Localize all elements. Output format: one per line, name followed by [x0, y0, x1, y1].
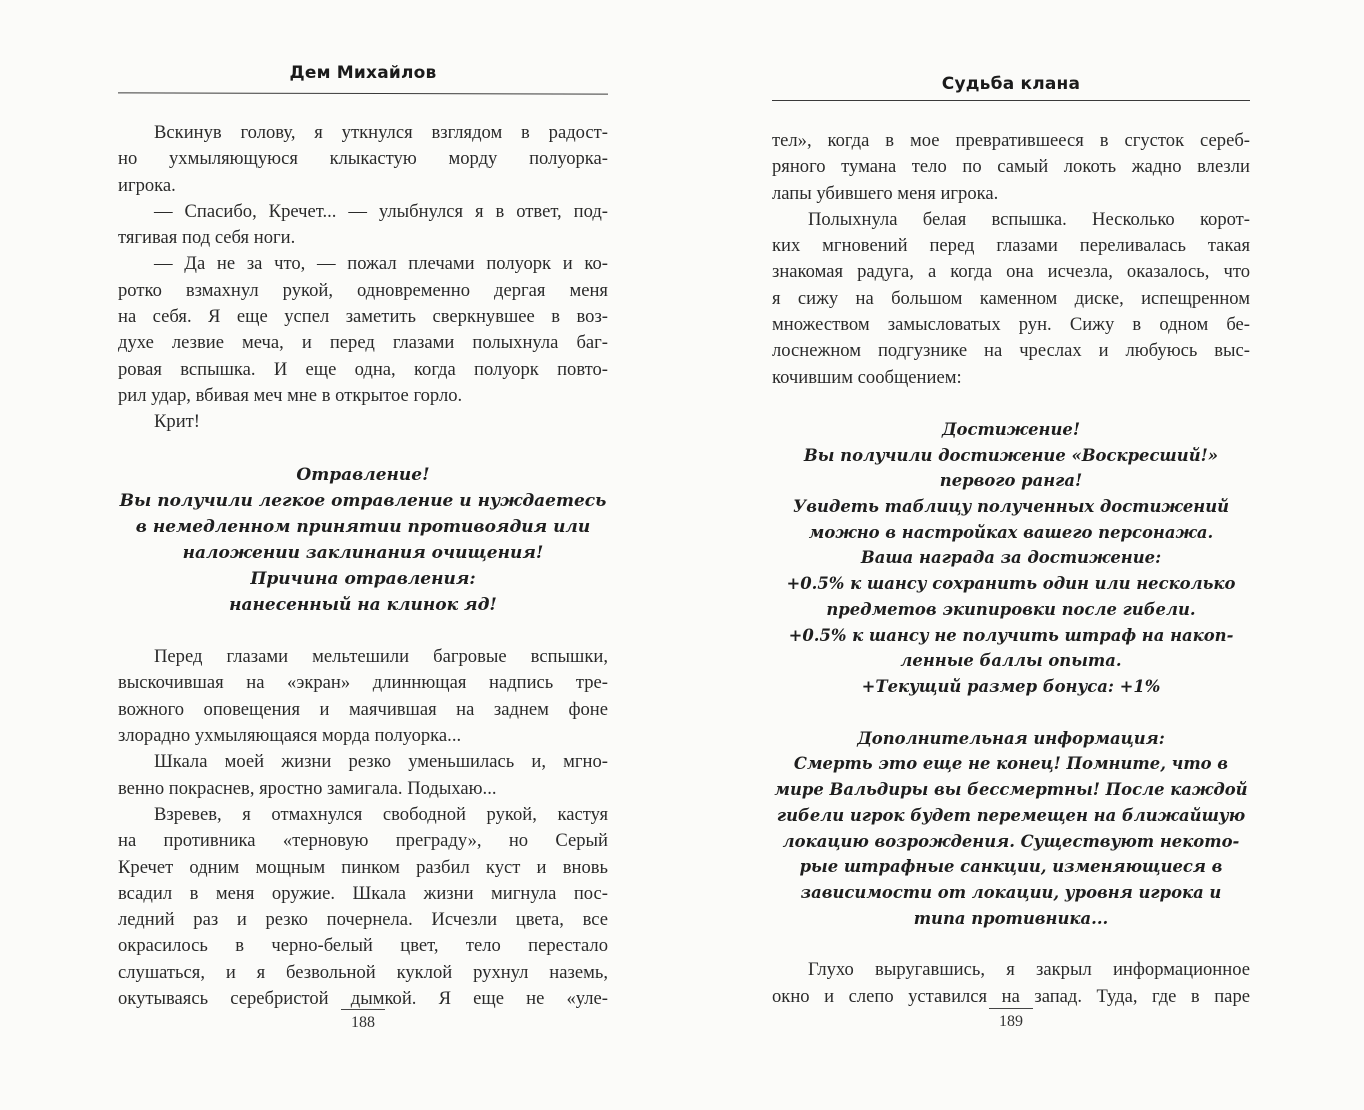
text-line: слушаться, и я безвольной куклой рухнул наземь, [118, 961, 608, 983]
paragraph [118, 409, 608, 435]
spacer [772, 931, 1250, 957]
page-number-block [772, 1008, 1250, 1031]
text-line: лоснежном подгузнике на чреслах и любуюсь выс- [772, 340, 1250, 362]
notification-title: Достижение! [941, 419, 1081, 439]
page-number-block [118, 1009, 608, 1032]
text-line: Крит! [154, 411, 200, 433]
paragraph [772, 957, 1250, 1010]
folio-rule [989, 1008, 1033, 1009]
text-line: — Спасибо, Кречет... — улыбнулся я в ответ, под- [154, 200, 608, 222]
text-line: злорадно ухмыляющаяся морда полуорка... [118, 725, 462, 747]
paragraph [118, 199, 608, 252]
paragraph [118, 749, 608, 802]
notification-line: Ваша награда за достижение: [860, 548, 1162, 568]
notification-line: зависимости от локации, уровня игрока и [800, 882, 1222, 902]
notification-line: мире Вальдиры вы бессмертны! После каждой [774, 780, 1248, 800]
notification-line: можно в настройках вашего персонажа. [808, 522, 1214, 542]
notification-line: +Текущий размер бонуса: +1% [861, 677, 1161, 696]
notification-line: ленные баллы опыта. [900, 651, 1122, 671]
text-line: выскочившая на «экран» длиннющая надпись тре- [118, 672, 608, 694]
paragraphs-top [772, 128, 1250, 391]
text-line: окрасилось в черно-белый цвет, тело перестало [118, 935, 608, 957]
notification-line: первого ранга! [939, 471, 1083, 491]
text-line: ровая вспышка. И еще одна, когда полуорк повто- [118, 358, 608, 380]
text-line: вожного оповещения и маячившая на заднем фоне [118, 698, 608, 720]
notification-line: Увидеть таблицу полученных достижений [792, 497, 1230, 517]
text-line: игрока. [118, 174, 176, 196]
text-line: на себя. Я еще успел заметить сверкнувшее в воз- [118, 306, 608, 328]
notification-line: наложении заклинания очищения! [182, 542, 544, 563]
text-line: лапы убившего меня игрока. [772, 182, 999, 204]
text-line: тел», когда в мое превратившееся в сгусток сереб- [772, 130, 1250, 151]
notification-line: Вы получили достижение «Воскресший!» [803, 445, 1219, 465]
paragraph [118, 644, 608, 749]
text-line: всадил в меня оружие. Шкала жизни мигнула пос- [118, 882, 608, 904]
paragraph [118, 120, 608, 199]
paragraphs-bottom [118, 644, 608, 1012]
notification-line: Смерть это еще не конец! Помните, что в [793, 754, 1229, 774]
extra-info-notification [772, 726, 1250, 932]
header-rule [772, 100, 1250, 101]
text-line: тягивая под себя ноги. [118, 227, 296, 249]
spacer [772, 391, 1250, 417]
text-line: на противника «терновую преграду», но Серый [118, 830, 608, 852]
text-line: Полыхнула белая вспышка. Несколько корот- [808, 208, 1250, 230]
notification-line: Причина отравления: [250, 568, 476, 589]
right-page [772, 0, 1250, 1110]
paragraph [772, 128, 1250, 207]
text-line: Вскинув голову, я уткнулся взглядом в радост- [154, 122, 608, 143]
text-line: кочившим сообщением: [772, 366, 962, 388]
text-line: — Да не за что, — пожал плечами полуорк и ко- [154, 253, 608, 275]
text-line: окутываясь серебристой дымкой. Я еще не «уле- [118, 987, 608, 1009]
text-line: рил удар, вбивая меч мне в открытое горло. [118, 384, 463, 406]
text-line: но ухмыляющуюся клыкастую морду полуорка- [118, 148, 608, 170]
paragraphs-bottom [772, 957, 1250, 1010]
notification-line: предметов экипировки после гибели. [826, 599, 1196, 619]
spacer [772, 700, 1250, 726]
paragraph [118, 802, 608, 1012]
header-rule [118, 92, 608, 94]
text-line: Шкала моей жизни резко уменьшилась и, мгно- [154, 751, 608, 773]
notification-line: нанесенный на клинок яд! [229, 595, 497, 616]
paragraphs-top [118, 120, 608, 436]
text-line: знакомая радуга, а когда она исчезла, оказалось, что [772, 261, 1250, 283]
page-body [772, 128, 1250, 1010]
spacer [118, 436, 608, 462]
paragraph [118, 251, 608, 409]
page-number: 189 [999, 1013, 1023, 1030]
paragraph [772, 207, 1250, 391]
folio-rule [341, 1009, 385, 1010]
text-line: Кречет одним мощным пинком разбил куст и вновь [118, 856, 608, 878]
text-line: я сижу на большом каменном диске, испещренном [772, 287, 1250, 309]
text-line: духе лезвие меча, и перед глазами полыхнула баг- [118, 332, 608, 354]
text-line: Перед глазами мельтешили багровые вспышки, [154, 646, 608, 668]
notification-title: Дополнительная информация: [857, 728, 1165, 748]
text-line: ротко взмахнул рукой, одновременно дергая меня [118, 279, 608, 301]
text-line: ких мгновений перед глазами переливалась такая [772, 235, 1250, 257]
spacer [118, 618, 608, 644]
notification-line: +0.5% к шансу сохранить один или несколько [786, 574, 1236, 594]
notification-line: гибели игрок будет перемещен на ближайшую [776, 805, 1246, 825]
poison-notification [118, 462, 608, 619]
page-number: 188 [351, 1014, 375, 1031]
notification-line: в немедленном принятии противоядия или [135, 516, 591, 537]
text-line: ряного тумана тело по самый локоть жадно влезли [772, 156, 1250, 178]
text-line: окно и слепо уставился на запад. Туда, где в паре [772, 985, 1250, 1007]
page-body [118, 120, 608, 1012]
running-head-title: Судьба клана [941, 74, 1081, 94]
notification-line: типа противника... [913, 908, 1109, 928]
achievement-notification [772, 417, 1250, 700]
notification-title: Отравление! [296, 464, 430, 485]
left-page [118, 0, 608, 1110]
notification-line: локацию возрождения. Существуют некото- [782, 831, 1240, 851]
text-line: ледний раз и резко почернела. Исчезли цвета, все [118, 909, 608, 931]
notification-line: Вы получили легкое отравление и нуждаетесь [119, 490, 607, 511]
text-line: множеством замысловатых рун. Сижу в одном бе- [772, 314, 1250, 336]
notification-line: рые штрафные санкции, изменяющиеся в [799, 857, 1223, 877]
text-line: Взревев, я отмахнулся свободной рукой, кастуя [154, 803, 608, 825]
running-head-author: Дем Михайлов [289, 63, 437, 83]
notification-line: +0.5% к шансу не получить штраф на накоп- [788, 625, 1234, 645]
text-line: Глухо выругавшись, я закрыл информационное [808, 959, 1250, 981]
text-line: венно покраснев, яростно замигала. Подыхаю... [118, 777, 497, 799]
